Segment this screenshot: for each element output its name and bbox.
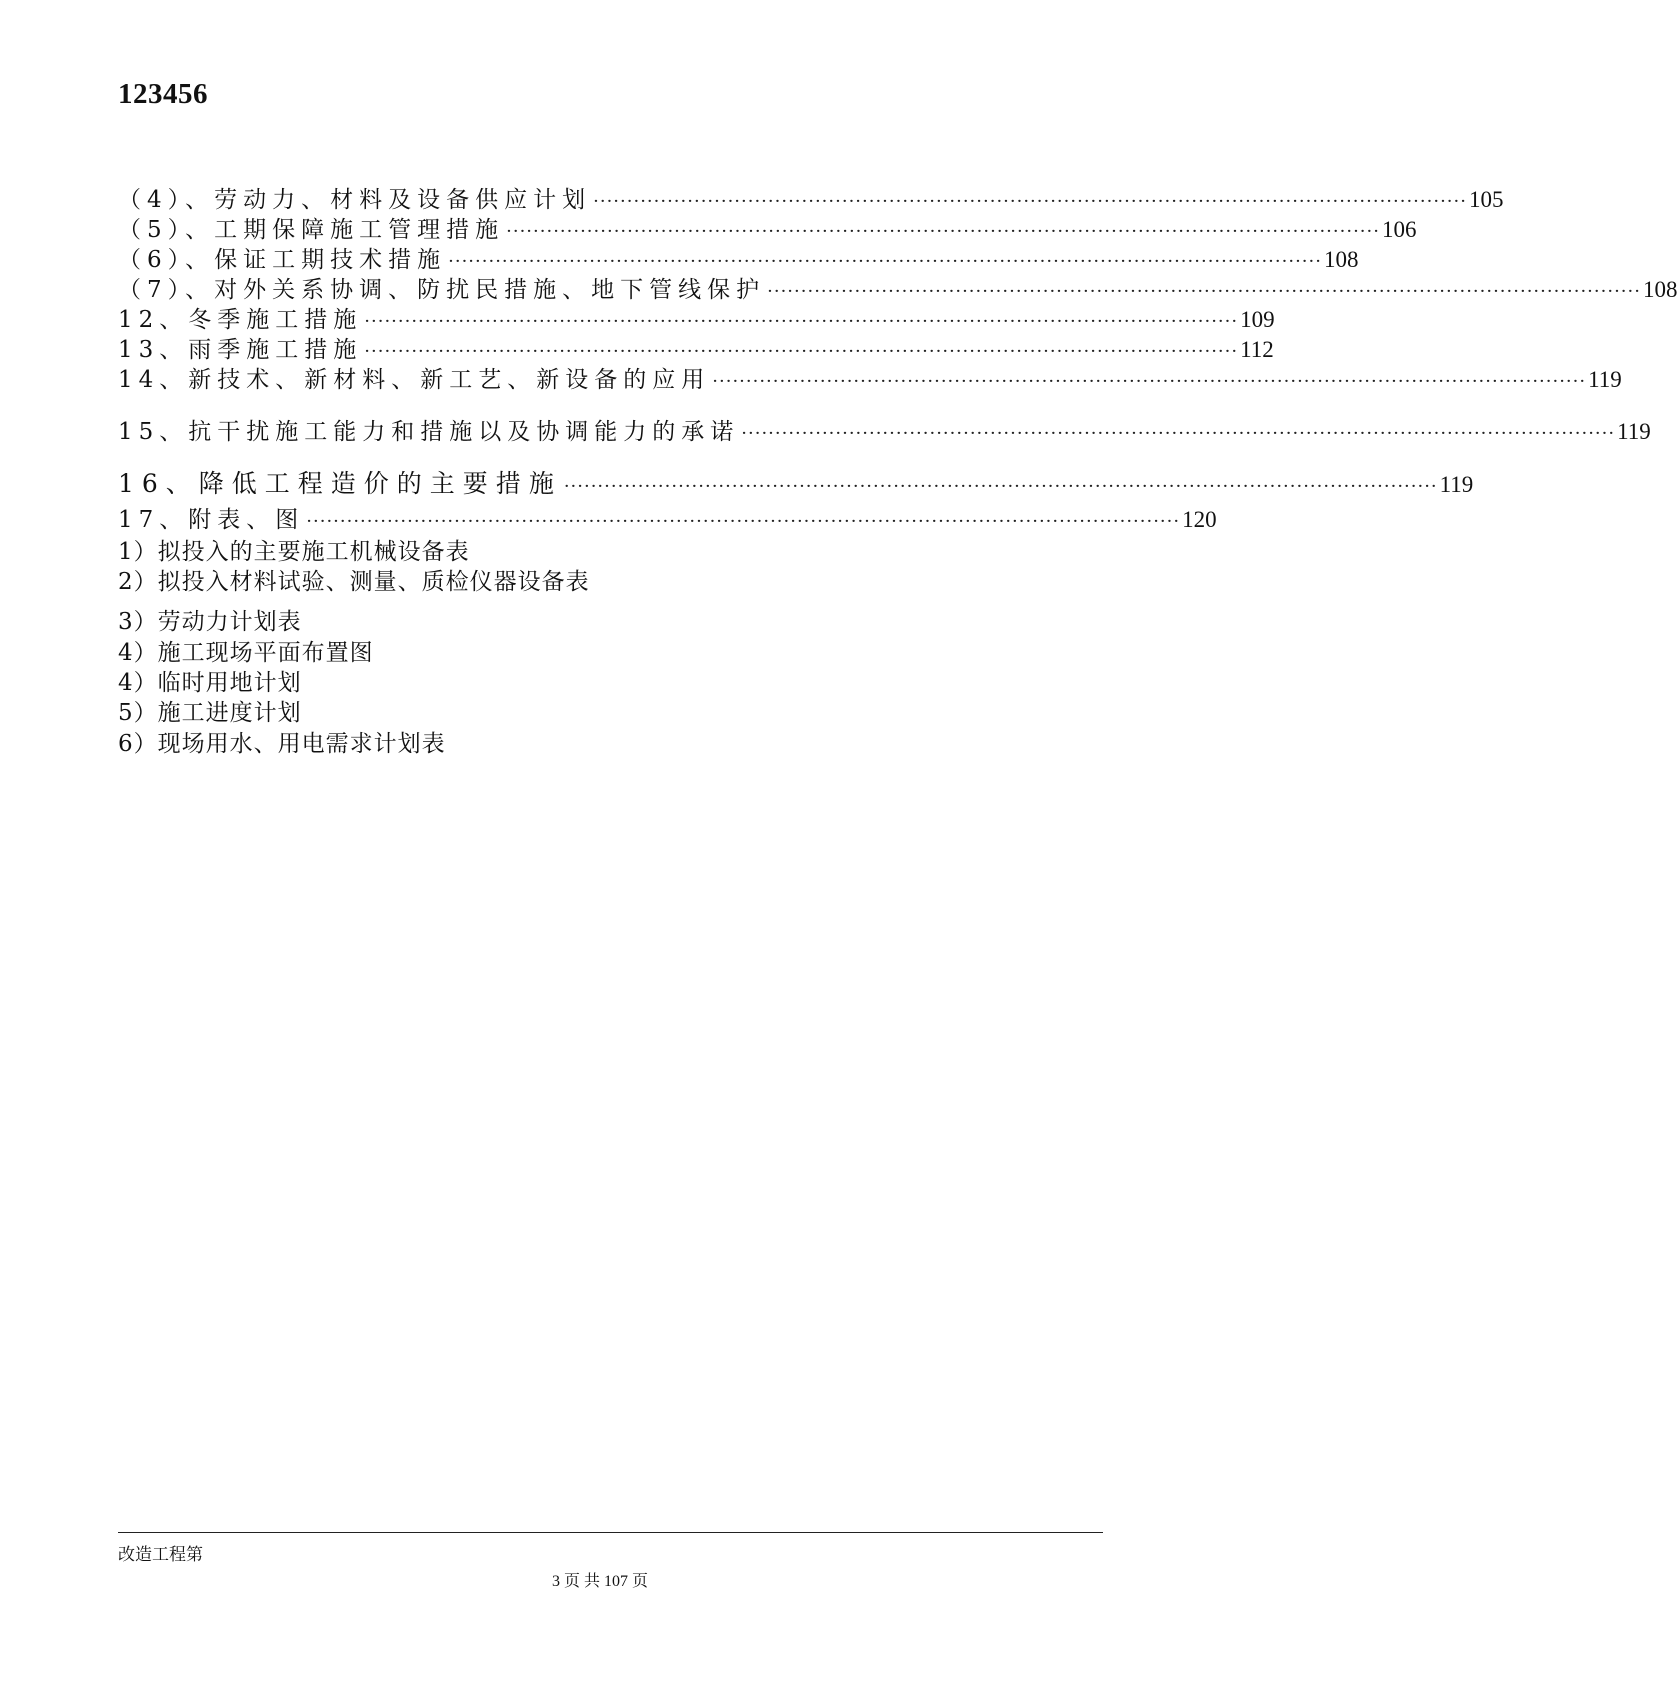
list-item: 1）拟投入的主要施工机械设备表 — [118, 539, 470, 565]
toc-entry-6[interactable] — [118, 335, 1274, 367]
toc-entry-2[interactable] — [118, 215, 1417, 247]
dot-leader: ·································································································································· — [563, 476, 1438, 497]
dot-leader: ·································································································································· — [364, 341, 1239, 362]
list-item: 5）施工进度计划 — [118, 700, 302, 726]
page-header-title: 123456 — [118, 78, 208, 110]
toc-entry-label: （6）、保证工期技术措施 — [118, 247, 447, 273]
toc-entry-3[interactable] — [118, 245, 1359, 277]
dot-leader: ·································································································································· — [593, 191, 1467, 212]
list-item: 6）现场用水、用电需求计划表 — [118, 731, 446, 757]
dot-leader: ·································································································································· — [364, 311, 1239, 332]
list-item: 2）拟投入材料试验、测量、质检仪器设备表 — [118, 569, 590, 595]
toc-entry-10[interactable] — [118, 505, 1217, 537]
dot-leader: ·································································································································· — [712, 371, 1587, 392]
toc-entry-page: 109 — [1240, 307, 1275, 332]
toc-entry-page: 119 — [1617, 419, 1651, 444]
toc-entry-label: 13、雨季施工措施 — [118, 337, 363, 363]
toc-entry-page: 105 — [1468, 187, 1504, 212]
footer-project-label: 改造工程第 — [118, 1545, 203, 1565]
toc-entry-label: 15、抗干扰施工能力和措施以及协调能力的承诺 — [118, 419, 740, 445]
toc-entry-4[interactable] — [118, 275, 1677, 307]
toc-entry-label: （4）、劳动力、材料及设备供应计划 — [118, 187, 592, 213]
toc-entry-page: 119 — [1439, 472, 1474, 497]
toc-entry-1[interactable] — [118, 185, 1504, 217]
dot-leader: ·································································································································· — [448, 251, 1322, 272]
toc-entry-page: 108 — [1642, 277, 1677, 302]
toc-entry-page: 106 — [1381, 217, 1417, 242]
toc-entry-label: （5）、工期保障施工管理措施 — [118, 217, 505, 243]
toc-entry-label: 16、降低工程造价的主要措施 — [118, 469, 562, 498]
toc-entry-label: 14、新技术、新材料、新工艺、新设备的应用 — [118, 367, 711, 393]
footer-divider — [118, 1532, 1103, 1533]
toc-entry-5[interactable] — [118, 305, 1275, 337]
footer-page-number: 3 页 共 107 页 — [551, 1573, 648, 1590]
toc-entry-label: 17、附表、图 — [118, 507, 305, 533]
dot-leader: ·································································································································· — [306, 511, 1181, 532]
list-item: 4）临时用地计划 — [118, 670, 302, 696]
dot-leader: ·································································································································· — [767, 281, 1641, 302]
list-item: 4）施工现场平面布置图 — [118, 640, 374, 666]
dot-leader: ·································································································································· — [506, 221, 1380, 242]
toc-entry-page: 120 — [1182, 507, 1217, 532]
list-item: 3）劳动力计划表 — [118, 609, 302, 635]
toc-entry-page: 108 — [1323, 247, 1359, 272]
toc-entry-page: 119 — [1588, 367, 1622, 392]
toc-entry-page: 112 — [1240, 337, 1274, 362]
toc-entry-9[interactable] — [118, 469, 1474, 502]
toc-entry-8[interactable] — [118, 417, 1651, 449]
toc-entry-label: （7）、对外关系协调、防扰民措施、地下管线保护 — [118, 277, 766, 303]
toc-entry-7[interactable] — [118, 365, 1622, 397]
toc-entry-label: 12、冬季施工措施 — [118, 307, 363, 333]
dot-leader: ·································································································································· — [741, 423, 1616, 444]
